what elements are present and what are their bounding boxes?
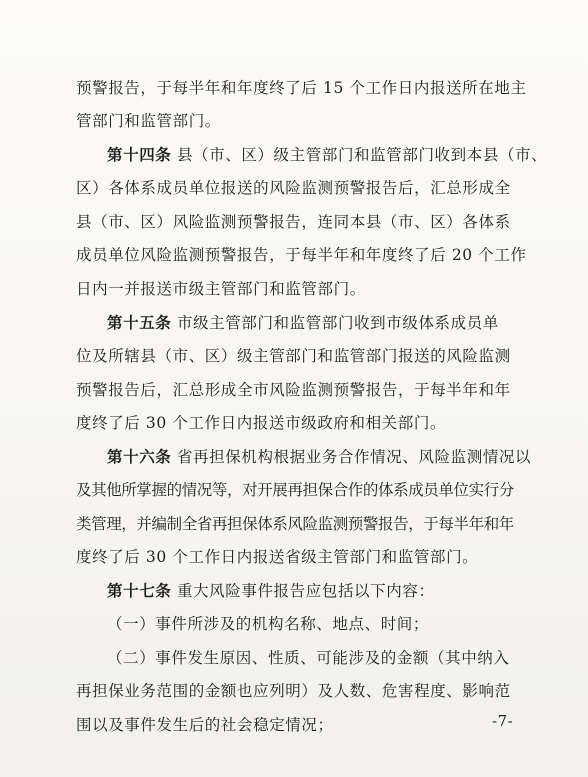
text-line-13: 及其他所掌握的情况等，对开展再担保合作的体系成员单位实行分 [76,481,514,499]
text-line-5: 县（市、区）风险监测预警报告，连同本县（市、区）各体系 [76,213,511,231]
text-line-7: 日内一并报送市级主管部门和监管部门。 [76,280,366,298]
text-line-2: 管部门和监管部门。 [76,112,221,130]
text-line-6: 成员单位风险监测预警报告，于每半年和年度终了后 20 个工作 [76,246,527,264]
text-line-14: 类管理，并编制全省再担保体系风险监测预警报告，于每半年和年 [76,515,514,533]
article-17-text-1: 重大风险事件报告应包括以下内容： [176,582,435,600]
text-line-18: （二）事件发生原因、性质、可能涉及的金额（其中纳入 [107,649,510,667]
text-line-9: 位及所辖县（市、区）级主管部门和监管部门报送的风险监测 [76,347,511,365]
text-line-4: 区）各体系成员单位报送的风险监测预警报告后，汇总形成全 [76,179,511,197]
article-16-heading: 第十六条 [107,447,172,466]
article-16-line-1 [107,447,532,467]
article-15-text-1: 市级主管部门和监管部门收到市级体系成员单 [176,314,499,332]
text-line-19: 再担保业务范围的金额也应列明）及人数、危害程度、影响范 [76,682,511,700]
article-16-text-1: 省再担保机构根据业务合作情况、风险监测情况以 [176,448,532,466]
article-17-line-1 [107,581,517,601]
text-line-20: 围以及事件发生后的社会稳定情况； [76,716,334,734]
text-line-10: 预警报告后，汇总形成全市风险监测预警报告，于每半年和年 [76,381,511,399]
text-line-1: 预警报告，于每半年和年度终了后 15 个工作日内报送所在地主 [76,79,527,97]
article-17-heading: 第十七条 [107,581,172,600]
text-line-11: 度终了后 30 个工作日内报送市级政府和相关部门。 [76,414,447,432]
article-15-line-1 [107,313,517,333]
page-number: -7- [492,712,514,730]
article-15-heading: 第十五条 [107,313,172,332]
text-line-15: 度终了后 30 个工作日内报送省级主管部门和监管部门。 [76,548,479,566]
article-14-line-1 [107,145,548,165]
article-14-text-1: 县（市、区）级主管部门和监管部门收到本县（市、 [176,146,548,164]
article-14-heading: 第十四条 [107,145,172,164]
text-line-17: （一）事件所涉及的机构名称、地点、时间； [107,615,430,633]
